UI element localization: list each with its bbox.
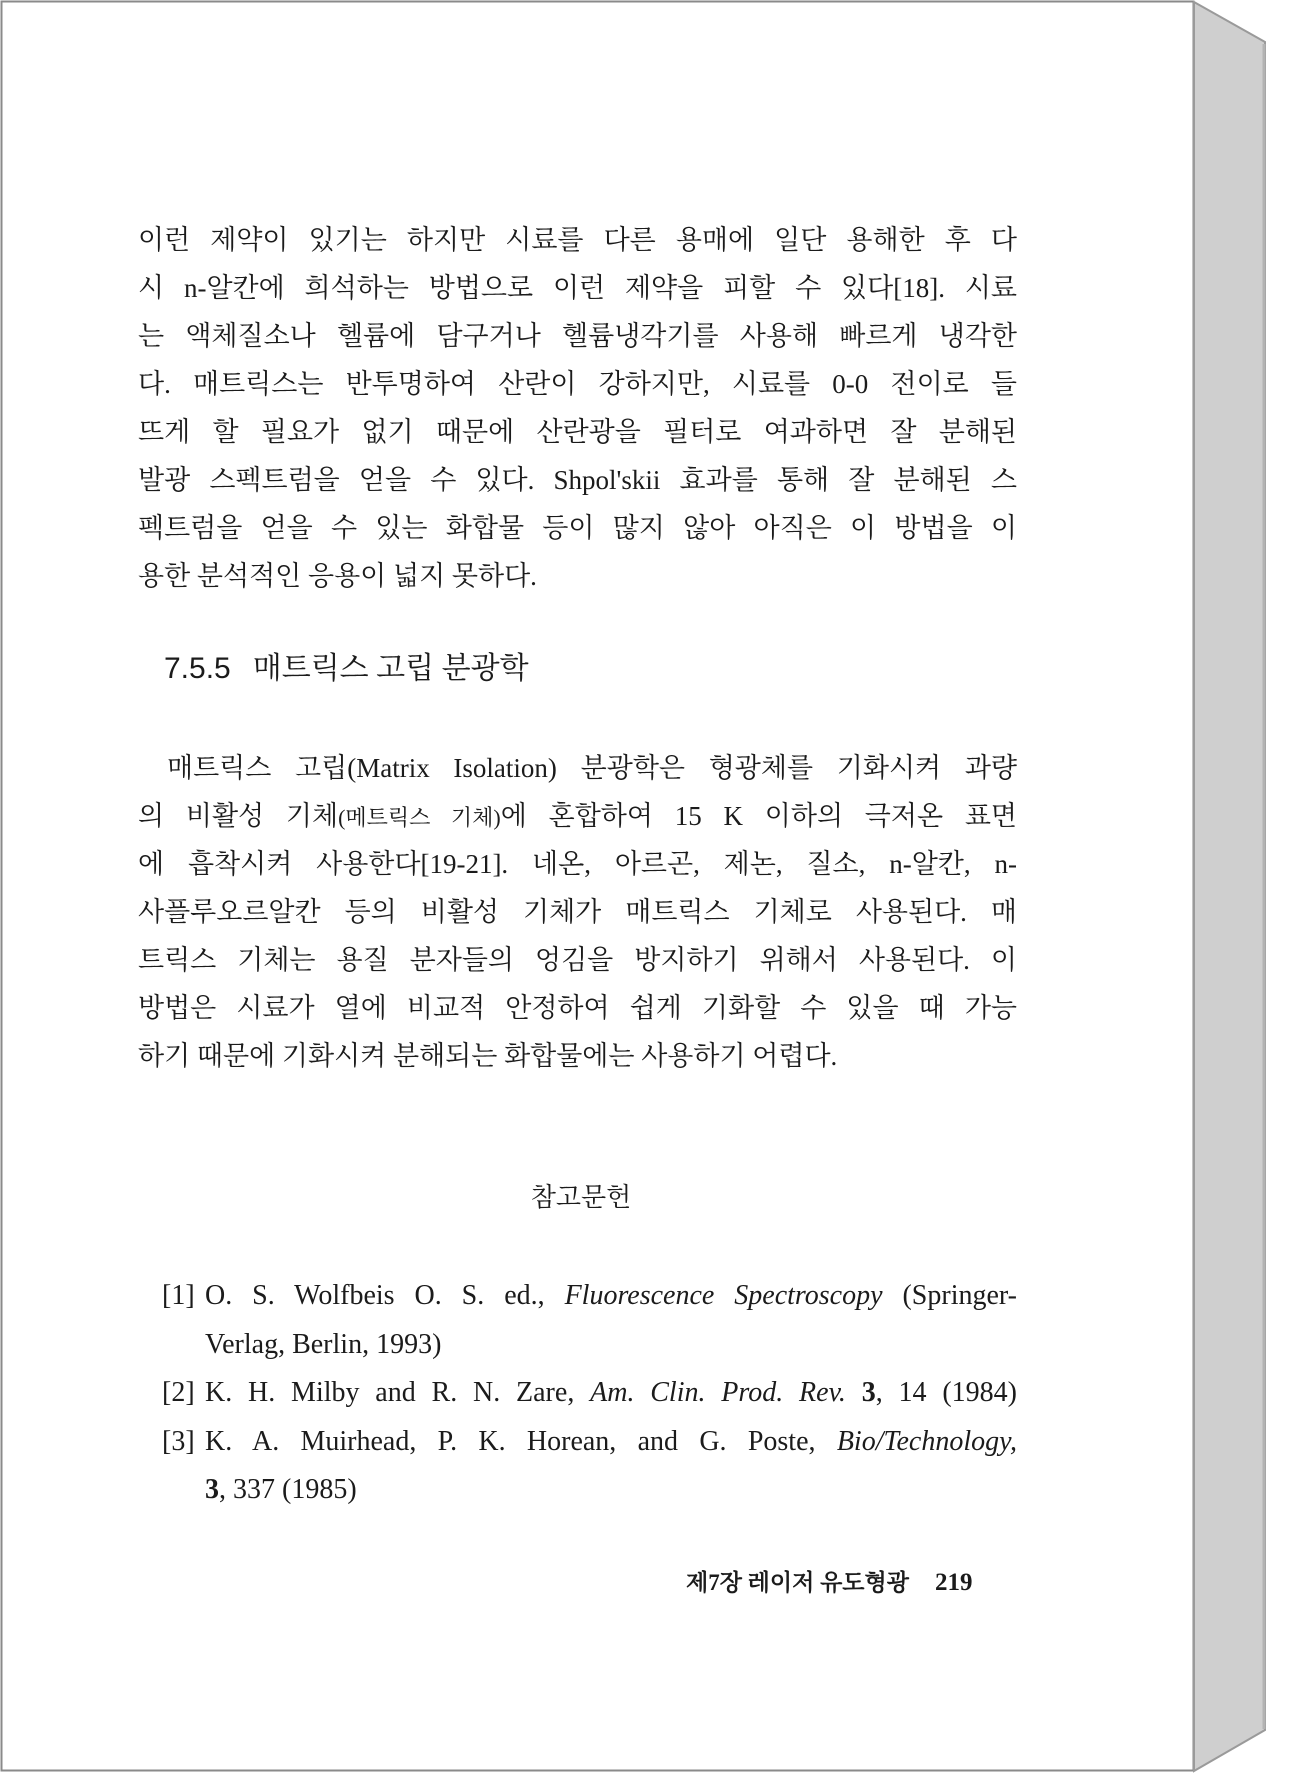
reference-title: Am. Clin. Prod. Rev. [590, 1377, 846, 1408]
paragraph-line: 는 액체질소나 헬륨에 담구거나 헬륨냉각기를 사용해 빠르게 냉각한 [138, 321, 1017, 351]
reference-text [205, 1369, 1017, 1418]
paragraph-line: 트릭스 기체는 용질 분자들의 엉김을 방지하기 위해서 사용된다. 이 [138, 945, 1017, 975]
reference-volume: 3 [205, 1474, 219, 1505]
paragraph-line: 뜨게 할 필요가 없기 때문에 산란광을 필터로 여과하면 잘 분해된 [138, 417, 1017, 447]
reference-label: [3] [162, 1425, 195, 1457]
reference-item [162, 1272, 1017, 1321]
reference-authors: K. A. Muirhead, P. K. Horean, and G. Poste, [205, 1425, 837, 1457]
reference-title: Fluorescence Spectroscopy [564, 1280, 883, 1311]
paragraph-line: 매트릭스 고립(Matrix Isolation) 분광학은 형광체를 기화시켜 과량 [167, 753, 1017, 783]
reference-volume: 3 [845, 1377, 876, 1408]
reference-list [162, 1272, 1017, 1515]
reference-details: Verlag, Berlin, 1993) [205, 1328, 442, 1360]
parenthetical-note: (메트릭스 기체) [338, 805, 501, 830]
reference-authors: O. S. Wolfbeis O. S. ed., [205, 1280, 565, 1311]
paragraph-line: 발광 스펙트럼을 얻을 수 있다. Shpol'skii 효과를 통해 잘 분해된 스 [138, 465, 1017, 495]
line-text: 에 혼합하여 15 K 이하의 극저온 표면 [500, 801, 1017, 831]
reference-item [162, 1369, 1017, 1418]
reference-continuation [162, 1466, 1017, 1515]
paragraph-line: 하기 때문에 기화시켜 분해되는 화합물에는 사용하기 어렵다. [138, 1041, 838, 1071]
line-text: 의 비활성 기체 [138, 801, 339, 831]
paragraph-line: 사플루오르알칸 등의 비활성 기체가 매트릭스 기체로 사용된다. 매 [138, 897, 1017, 927]
paragraph-line [138, 792, 1017, 840]
section-heading [164, 645, 529, 693]
reference-details [205, 1466, 1017, 1515]
paragraph-line: 시 n-알칸에 희석하는 방법으로 이런 제약을 피할 수 있다[18]. 시료 [138, 273, 1017, 303]
reference-details: , 337 (1985) [219, 1474, 357, 1505]
reference-details: (Springer- [882, 1280, 1017, 1311]
reference-label: [1] [162, 1280, 195, 1311]
reference-details: , 14 (1984) [875, 1377, 1017, 1408]
paragraph-1 [138, 216, 1017, 600]
page-number: 219 [934, 1569, 973, 1596]
paragraph-line: 다. 매트릭스는 반투명하여 산란이 강하지만, 시료를 0-0 전이로 들 [138, 369, 1017, 399]
reference-text [205, 1272, 1017, 1321]
reference-label: [2] [162, 1377, 195, 1408]
paragraph-2 [138, 744, 1017, 1080]
paragraph-line: 이런 제약이 있기는 하지만 시료를 다른 용매에 일단 용해한 후 다 [138, 225, 1017, 255]
reference-title: Bio/Technology, [836, 1425, 1017, 1457]
reference-authors: K. H. Milby and R. N. Zare, [205, 1377, 591, 1408]
book-edge [1194, 2, 1265, 1771]
paragraph-line: 펙트럼을 얻을 수 있는 화합물 등이 많지 않아 아직은 이 방법을 이 [138, 513, 1017, 543]
section-number: 7.5.5 [164, 652, 231, 685]
page-footer [686, 1565, 972, 1601]
reference-item [162, 1418, 1017, 1467]
paragraph-line: 방법은 시료가 열에 비교적 안정하여 쉽게 기화할 수 있을 때 가능 [138, 993, 1017, 1023]
reference-text [205, 1418, 1017, 1467]
paragraph-line: 에 흡착시켜 사용한다[19-21]. 네온, 아르곤, 제논, 질소, n-알칸, n- [138, 849, 1017, 879]
running-head: 제7장 레이저 유도형광 [686, 1570, 909, 1595]
section-title: 매트릭스 고립 분광학 [252, 652, 529, 685]
references-heading: 참고문헌 [530, 1183, 632, 1212]
paragraph-line: 용한 분석적인 응용이 넓지 못하다. [138, 561, 537, 591]
reference-continuation [162, 1321, 1017, 1370]
